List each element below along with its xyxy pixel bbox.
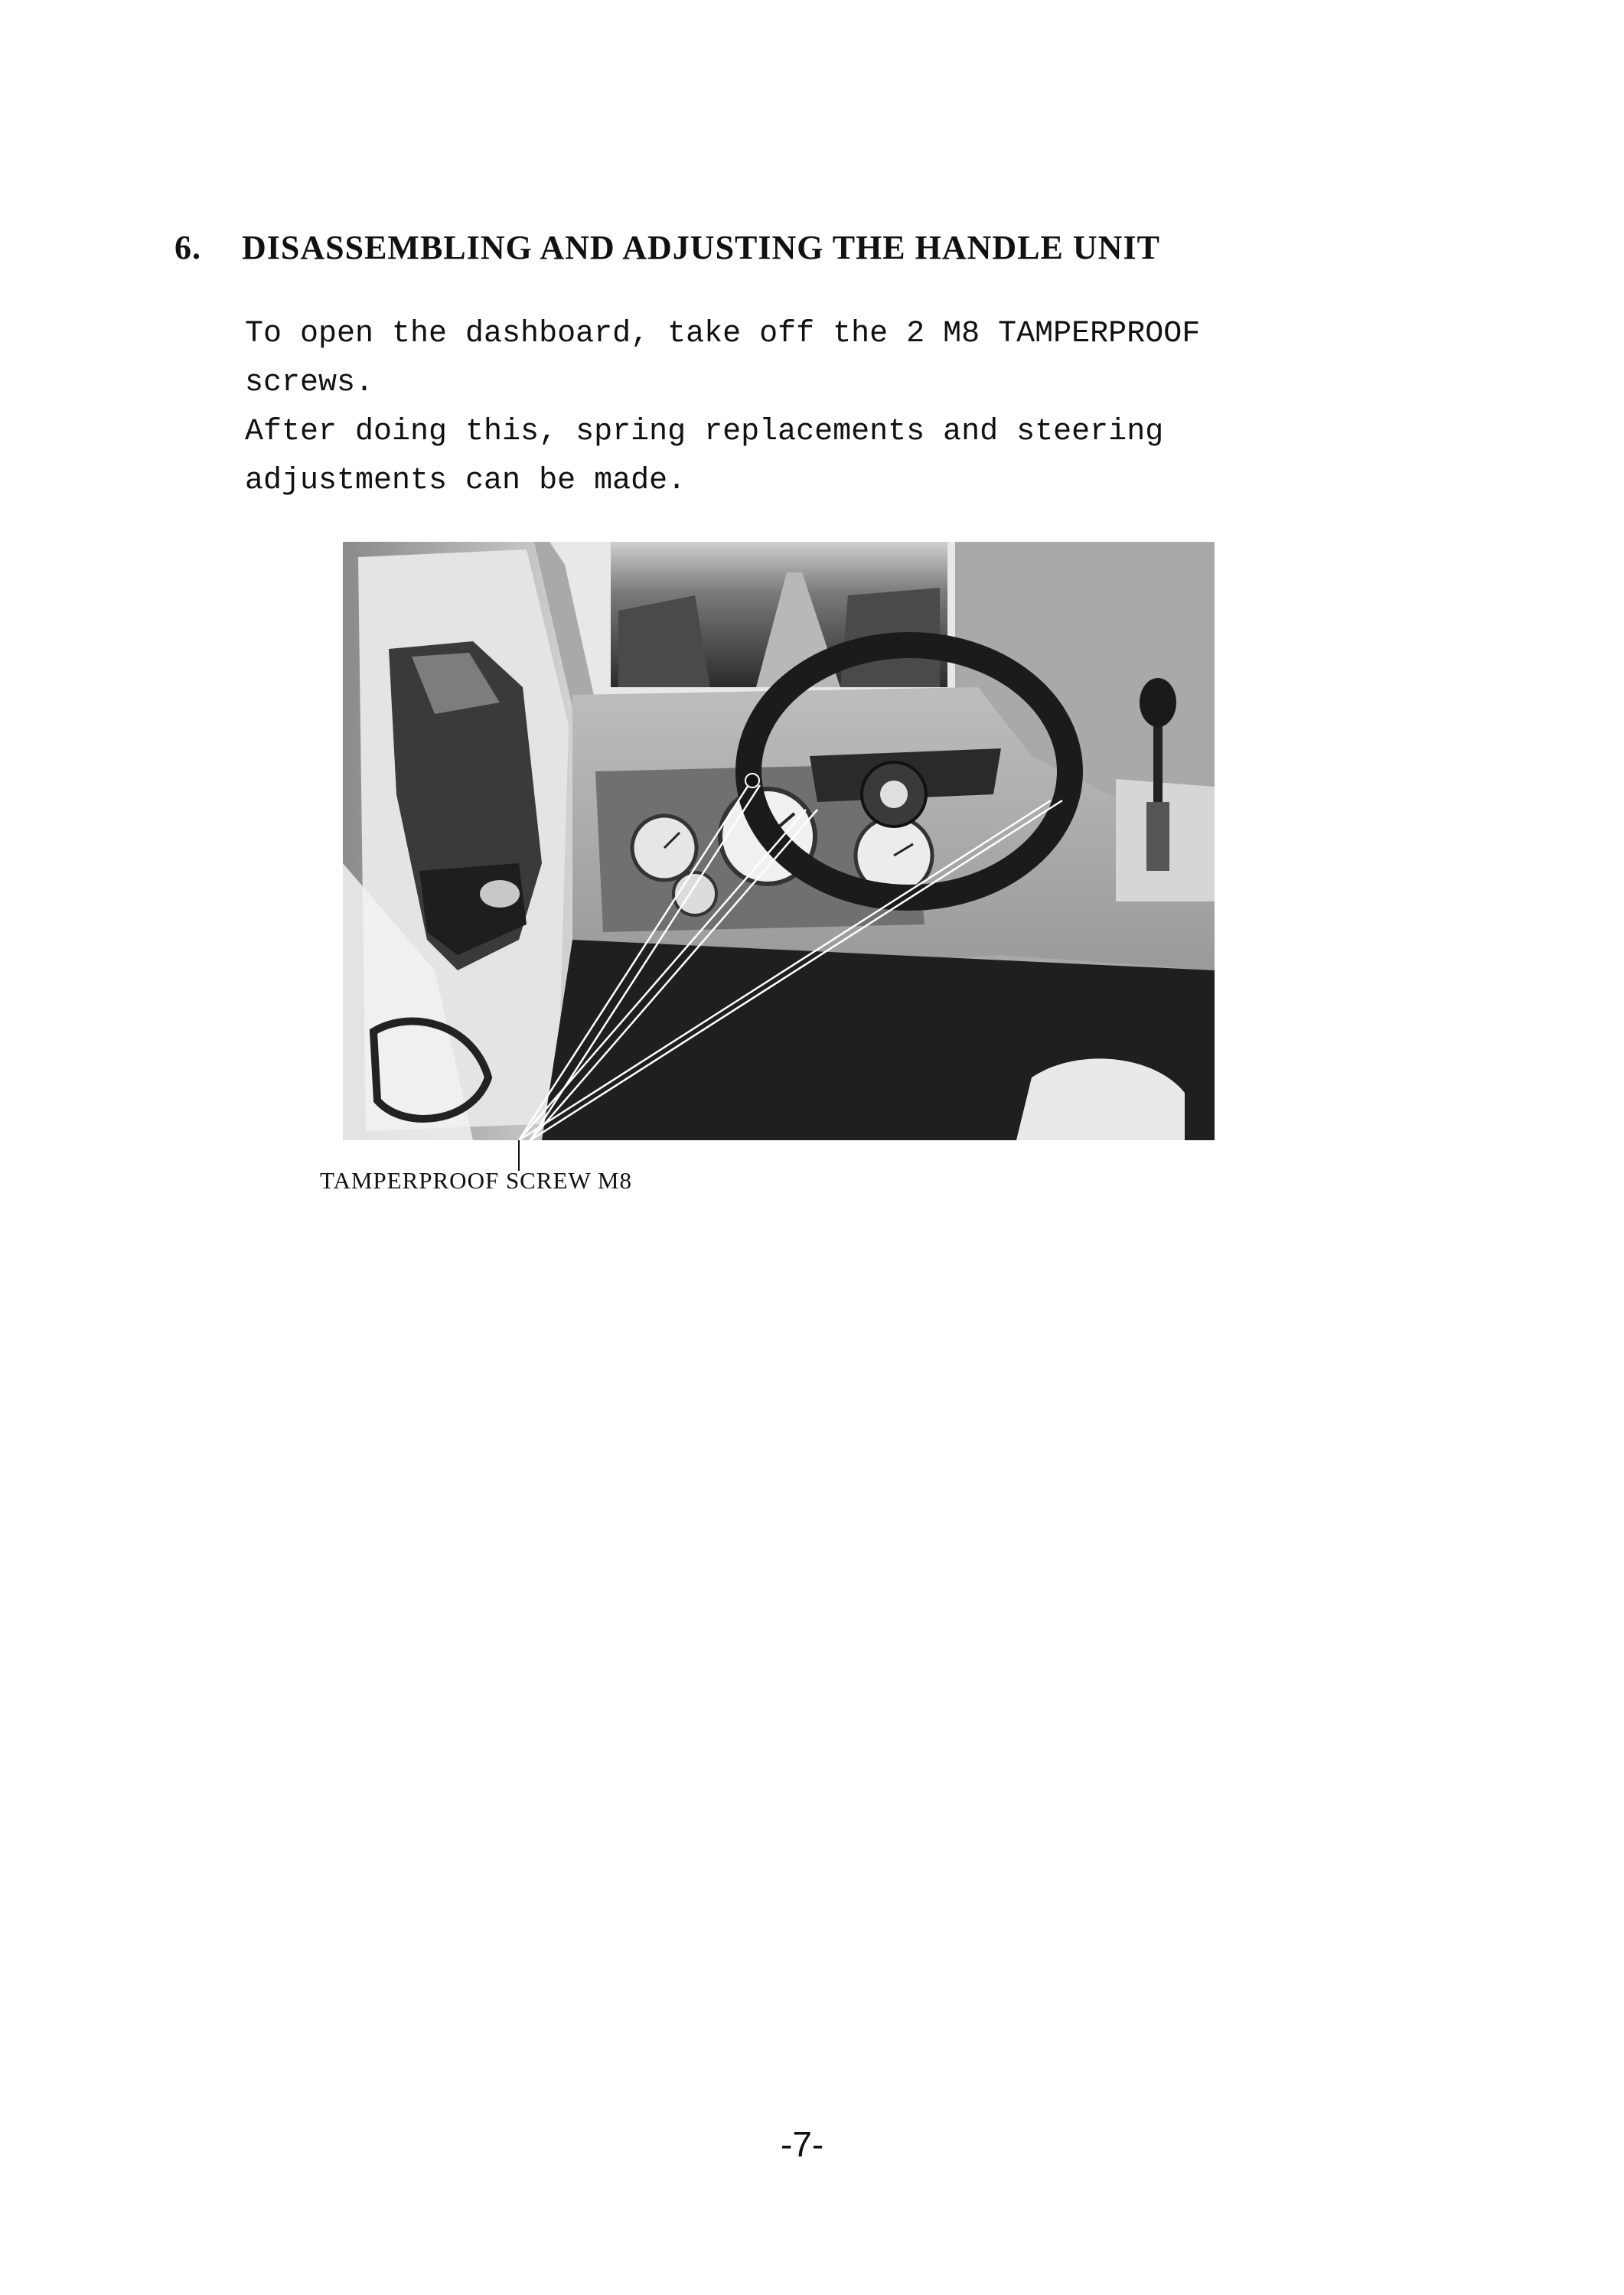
side-panel-artwork [343, 542, 580, 1140]
callout-leader [505, 1140, 536, 1171]
screw-marker [745, 774, 759, 787]
dashboard-photo [343, 542, 1215, 1140]
instruction-line-4: adjustments can be made. [245, 464, 686, 498]
game-monitor [549, 542, 955, 703]
section-number: 6. [174, 229, 201, 266]
section-title: DISASSEMBLING AND ADJUSTING THE HANDLE UNIT [242, 229, 1160, 266]
figure-caption: TAMPERPROOF SCREW M8 [320, 1167, 632, 1194]
instruction-text [245, 310, 1332, 506]
instruction-line-1: To open the dashboard, take off the 2 M8 TAMPERPROOF [245, 317, 1201, 351]
section-heading [174, 228, 1160, 267]
page-number: -7- [781, 2124, 824, 2164]
instruction-line-2: screws. [245, 366, 374, 400]
instruction-line-3: After doing this, spring replacements and steering [245, 415, 1164, 449]
